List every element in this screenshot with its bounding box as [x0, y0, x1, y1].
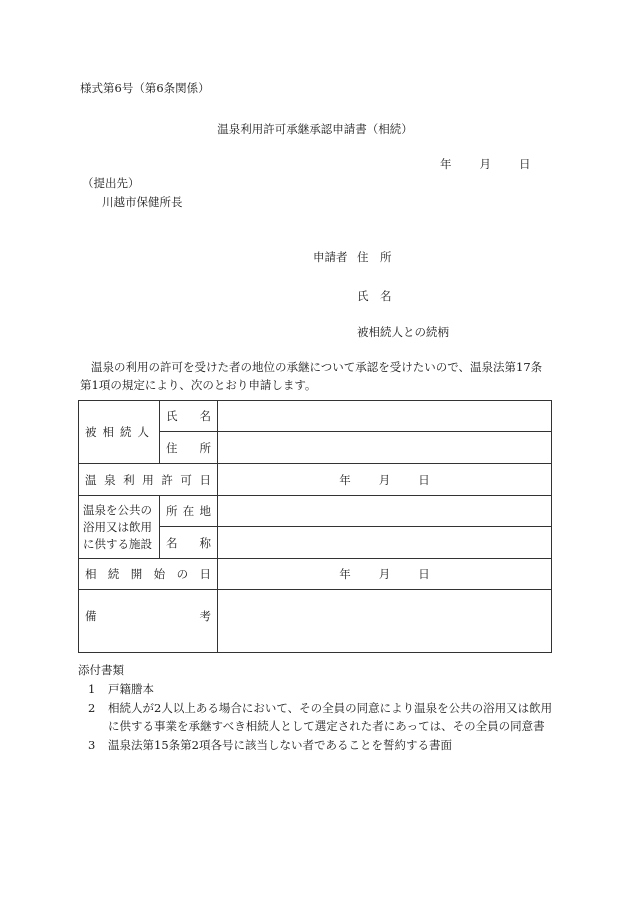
label-char: 在	[182, 504, 195, 518]
relation-label: 被相続人との続柄	[357, 325, 449, 339]
label-char: の	[176, 567, 189, 581]
decedent-name-label-cell	[160, 401, 218, 432]
inheritance-start-label	[85, 566, 211, 582]
decedent-label-char: 相	[102, 425, 114, 439]
facility-label-line: 温泉を公共の	[83, 502, 152, 517]
label-char: 称	[199, 535, 211, 550]
decedent-address-field[interactable]	[218, 432, 552, 464]
attachment-number: 2	[88, 700, 96, 715]
label-char: 利	[123, 472, 135, 487]
remarks-label-left: 備	[85, 609, 97, 623]
label-char: 用	[142, 472, 154, 487]
label-char: 名	[166, 535, 178, 550]
document-title: 温泉利用許可承継承認申請書（相続）	[217, 122, 413, 136]
permit-year: 年	[339, 472, 351, 487]
label-char: 所	[166, 504, 178, 518]
decedent-label	[85, 424, 153, 440]
facility-name-label-cell	[160, 527, 218, 559]
decedent-label-char: 被	[85, 425, 97, 439]
attachment-number: 1	[88, 682, 96, 696]
applicant-label: 申請者	[313, 250, 348, 264]
permit-month: 月	[378, 472, 391, 487]
permit-date-label	[85, 472, 211, 488]
decedent-name-label	[166, 408, 211, 424]
applicant-address-label: 住 所	[357, 250, 392, 264]
label-char: 許	[161, 472, 173, 487]
remarks-label-cell	[79, 590, 218, 653]
attachment-text: 温泉法第15条第2項各号に該当しない者であることを誓約する書面	[108, 737, 452, 752]
permit-date-label-cell	[79, 464, 218, 496]
decedent-label-char: 続	[120, 425, 132, 439]
label-char: 温	[85, 472, 97, 487]
attachment-item	[80, 736, 554, 755]
date-year: 年	[440, 157, 452, 171]
label-char: 開	[130, 567, 143, 581]
remarks-label	[85, 608, 211, 624]
decedent-address-label	[166, 440, 211, 456]
facility-label-line: 浴用又は飲用	[83, 519, 152, 534]
attachment-text: 戸籍謄本	[108, 682, 154, 696]
facility-name-field[interactable]	[218, 527, 552, 559]
decedent-label-char: 人	[137, 425, 149, 439]
attachment-text: 相続人が2人以上ある場合において、その全員の同意により温泉を公共の浴用又は飲用に供する事業を承継すべき相続人として選定された者にあっては、その全員の同意書	[108, 700, 553, 733]
date-day: 日	[519, 157, 531, 171]
decedent-name-field[interactable]	[218, 401, 552, 432]
permit-date-field[interactable]	[218, 464, 552, 496]
label-char: 泉	[104, 472, 116, 487]
addressee-name: 川越市保健所長	[102, 195, 183, 209]
inheritance-start-field[interactable]	[218, 559, 552, 590]
remarks-label-right: 考	[199, 609, 211, 623]
remarks-field[interactable]	[218, 590, 552, 653]
address-char: 所	[199, 440, 211, 455]
inheritance-month: 月	[378, 567, 391, 581]
label-char: 可	[180, 472, 192, 487]
inheritance-start-label-cell	[79, 559, 218, 590]
application-date	[440, 156, 531, 172]
addressee-label: （提出先）	[82, 176, 140, 190]
inheritance-year: 年	[339, 567, 351, 581]
decedent-address-label-cell	[160, 432, 218, 464]
attachments-list	[80, 680, 554, 754]
date-month: 月	[479, 157, 491, 171]
facility-label-cell	[79, 496, 160, 559]
label-char: 日	[199, 472, 211, 487]
name-char: 氏	[166, 409, 178, 423]
facility-name-label	[166, 535, 211, 551]
label-char: 相	[85, 567, 97, 581]
inheritance-day: 日	[418, 567, 430, 581]
permit-day: 日	[418, 472, 430, 487]
applicant-name-label: 氏 名	[357, 289, 392, 303]
body-text: 温泉の利用の許可を受けた者の地位の承継について承認を受けたいので、温泉法第17条第1項の規定により、次のとおり申請します。	[80, 360, 543, 392]
facility-location-label	[166, 503, 211, 519]
attachment-item	[80, 699, 554, 736]
attachment-number: 3	[88, 737, 96, 752]
label-char: 始	[153, 567, 166, 581]
form-number: 様式第6号（第6条関係）	[80, 81, 210, 95]
label-char: 日	[199, 567, 211, 581]
facility-location-field[interactable]	[218, 496, 552, 527]
label-char: 続	[107, 567, 120, 581]
facility-label-line: に供する施設	[83, 536, 152, 551]
address-char: 住	[166, 440, 178, 455]
name-char: 名	[199, 409, 211, 423]
facility-location-label-cell	[160, 496, 218, 527]
decedent-label-cell	[79, 401, 160, 464]
attachment-item	[80, 680, 554, 699]
application-table	[78, 400, 552, 653]
attachments-heading: 添付書類	[78, 663, 124, 677]
label-char: 地	[199, 504, 211, 518]
